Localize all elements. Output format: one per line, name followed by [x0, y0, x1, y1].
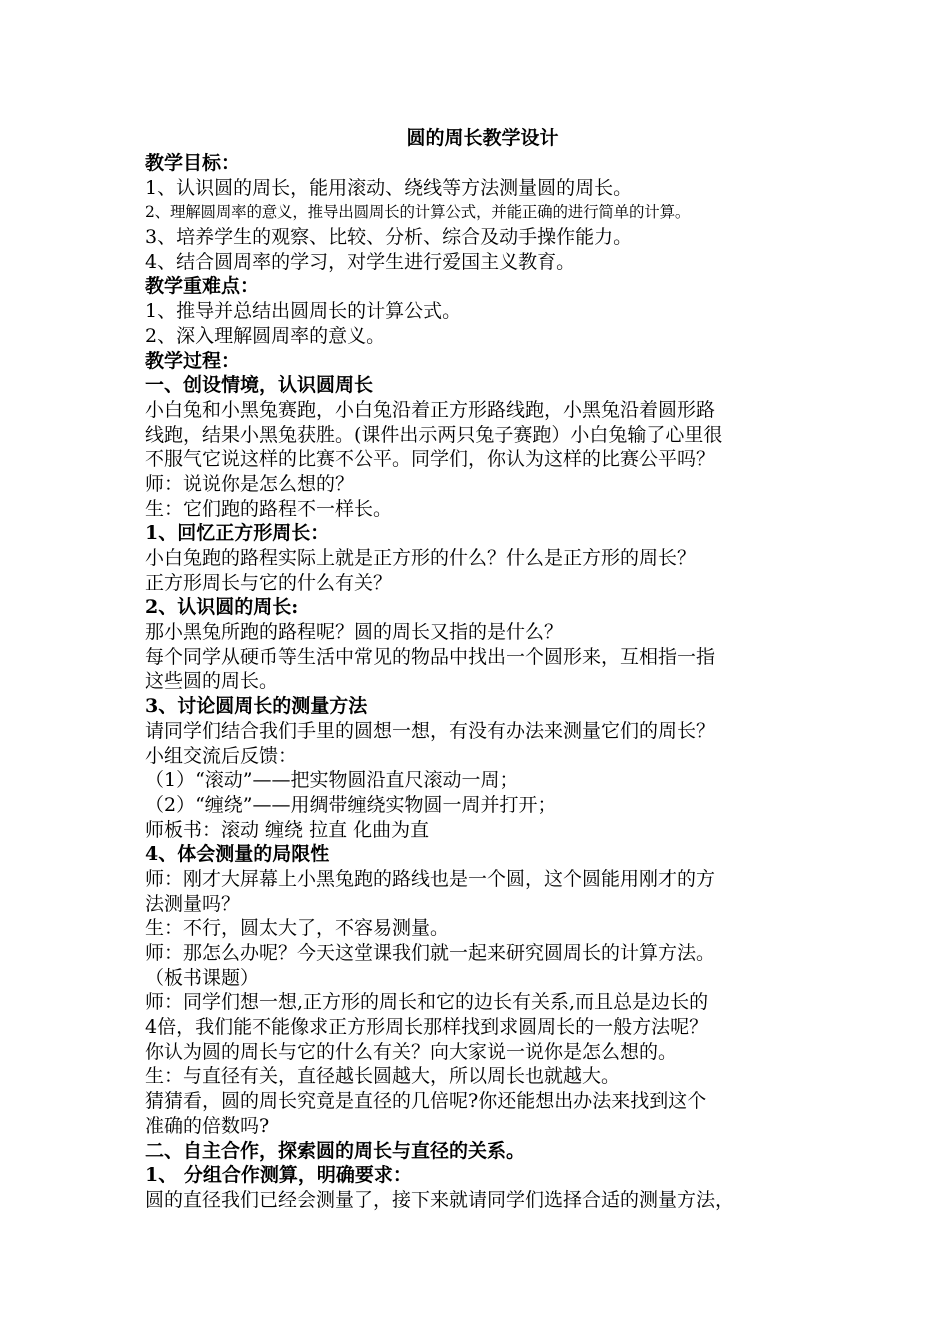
text-line: 小白兔和小黑兔赛跑，小白兔沿着正方形路线跑，小黑兔沿着圆形路 [145, 398, 716, 421]
text-line: 准确的倍数吗? [145, 1114, 270, 1137]
text-line: 1、认识圆的周长，能用滚动、绕线等方法测量圆的周长。 [145, 176, 633, 199]
section-heading: 教学重难点： [145, 275, 260, 298]
text-line: （板书课题） [145, 966, 260, 989]
section-heading: 1、 分组合作测算，明确要求： [145, 1164, 412, 1187]
section-heading: 3、讨论圆周长的测量方法 [145, 695, 368, 718]
section-heading: 二、自主合作，探索圆的周长与直径的关系。 [145, 1139, 526, 1162]
text-line: 正方形周长与它的什么有关？ [145, 571, 393, 594]
text-line: 师板书：滚动 缠绕 拉直 化曲为直 [145, 818, 430, 841]
text-line: 师：说说你是怎么想的？ [145, 472, 355, 495]
document-title: 圆的周长教学设计 [406, 127, 559, 149]
text-line: 那小黑兔所跑的路程呢？圆的周长又指的是什么？ [145, 621, 564, 644]
document-page [145, 125, 820, 1213]
text-line: 这些圆的周长。 [145, 670, 279, 693]
text-line: 3、培养学生的观察、比较、分析、综合及动手操作能力。 [145, 226, 633, 249]
text-line: 每个同学从硬币等生活中常见的物品中找出一个圆形来，互相指一指 [145, 645, 716, 668]
text-line: 不服气它说这样的比赛不公平。同学们，你认为这样的比赛公平吗？ [145, 448, 716, 471]
text-line: 师：同学们想一想,正方形的周长和它的边长有关系,而且总是边长的 [145, 991, 709, 1014]
text-line: 请同学们结合我们手里的圆想一想，有没有办法来测量它们的周长？ [145, 719, 716, 742]
section-heading: 1、回忆正方形周长： [145, 522, 330, 545]
text-line: 4、结合圆周率的学习，对学生进行爱国主义教育。 [145, 250, 576, 273]
text-line: （1）“滚动”——把实物圆沿直尺滚动一周； [145, 769, 519, 792]
text-line: 圆的直径我们已经会测量了，接下来就请同学们选择合适的测量方法， [145, 1188, 735, 1211]
text-line: 师：那怎么办呢？今天这堂课我们就一起来研究圆周长的计算方法。 [145, 942, 716, 964]
text-line: 生：它们跑的路程不一样长。 [145, 497, 393, 520]
text-line: 猜猜看，圆的周长究竟是直径的几倍呢?你还能想出办法来找到这个 [145, 1090, 707, 1113]
text-line: 1、推导并总结出圆周长的计算公式。 [145, 300, 462, 323]
text-line: 4倍，我们能不能像求正方形周长那样找到求圆周长的一般方法呢？ [145, 1016, 709, 1039]
text-line: 生：不行，圆太大了，不容易测量。 [145, 917, 450, 940]
text-line: 法测量吗？ [145, 892, 241, 915]
text-line: 线跑，结果小黑兔获胜。(课件出示两只兔子赛跑）小白兔输了心里很 [145, 423, 723, 446]
text-line: 小白兔跑的路程实际上就是正方形的什么？什么是正方形的周长？ [145, 547, 697, 569]
section-heading: 教学过程： [145, 349, 241, 372]
text-line: 2、深入理解圆周率的意义。 [145, 324, 386, 347]
text-line: 小组交流后反馈： [145, 744, 298, 767]
text-line: 生：与直径有关，直径越长圆越大，所以周长也就越大。 [145, 1065, 621, 1088]
text-line: 你认为圆的周长与它的什么有关？向大家说一说你是怎么想的。 [145, 1040, 678, 1063]
section-heading: 教学目标： [145, 152, 241, 174]
text-line: 师：刚才大屏幕上小黑兔跑的路线也是一个圆，这个圆能用刚才的方 [145, 867, 716, 890]
section-heading: 一、创设情境，认识圆周长 [145, 374, 374, 397]
section-heading: 2、认识圆的周长: [145, 596, 299, 619]
text-line: 2、理解圆周率的意义，推导出圆周长的计算公式，并能正确的进行简单的计算。 [145, 203, 691, 222]
document-body [145, 151, 820, 1213]
section-heading: 4、体会测量的局限性 [145, 843, 330, 866]
text-line: （2）“缠绕”——用绸带缠绕实物圆一周并打开； [145, 793, 557, 816]
